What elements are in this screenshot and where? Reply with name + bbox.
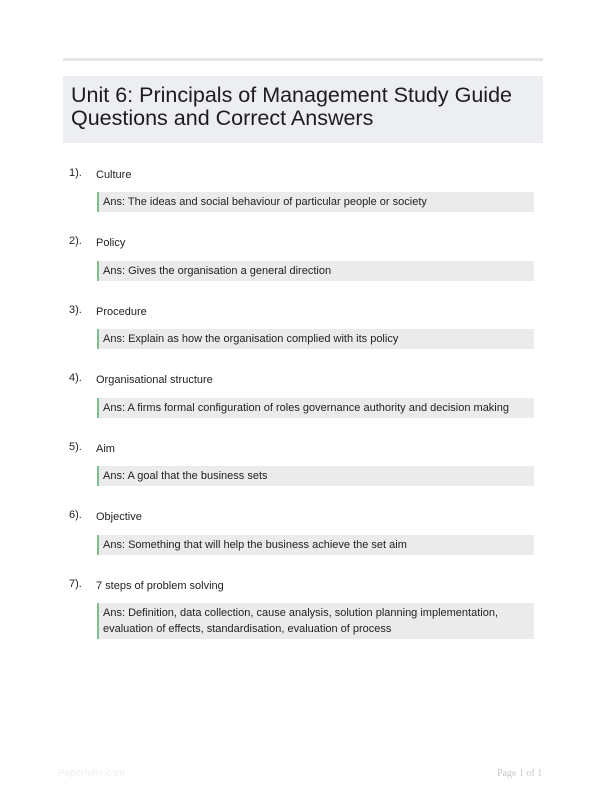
question-number: 5). bbox=[69, 441, 82, 453]
title-banner bbox=[63, 76, 543, 143]
question-number: 7). bbox=[69, 578, 82, 590]
question-text: Aim bbox=[96, 443, 115, 455]
question-number: 4). bbox=[69, 372, 82, 384]
question-text: Policy bbox=[96, 237, 126, 249]
answer-box: Ans: The ideas and social behaviour of particular people or society bbox=[97, 192, 534, 212]
question-number: 1). bbox=[69, 167, 82, 179]
question-text: Culture bbox=[96, 169, 132, 181]
answer-box: Ans: A goal that the business sets bbox=[97, 466, 534, 486]
question-text: Organisational structure bbox=[96, 374, 213, 386]
answer-box: Ans: Something that will help the business achieve the set aim bbox=[97, 535, 534, 555]
page-number: Page 1 of 1 bbox=[497, 768, 543, 779]
question-number: 2). bbox=[69, 235, 82, 247]
question-text: Procedure bbox=[96, 306, 147, 318]
top-divider bbox=[63, 58, 543, 61]
answer-box: Ans: A firms formal configuration of roles governance authority and decision making bbox=[97, 398, 534, 418]
answer-box: Ans: Explain as how the organisation complied with its policy bbox=[97, 329, 534, 349]
question-number: 6). bbox=[69, 509, 82, 521]
question-text: Objective bbox=[96, 511, 142, 523]
answer-box: Ans: Definition, data collection, cause analysis, solution planning implementation, evaluation of effects, standardisation, evaluation of process bbox=[97, 603, 534, 639]
question-number: 3). bbox=[69, 304, 82, 316]
page-title: Unit 6: Principals of Management Study Guide Questions and Correct Answers bbox=[71, 83, 512, 130]
answer-box: Ans: Gives the organisation a general direction bbox=[97, 261, 534, 281]
question-text: 7 steps of problem solving bbox=[96, 580, 224, 592]
watermark-text: Paperfolio.com bbox=[58, 768, 125, 779]
